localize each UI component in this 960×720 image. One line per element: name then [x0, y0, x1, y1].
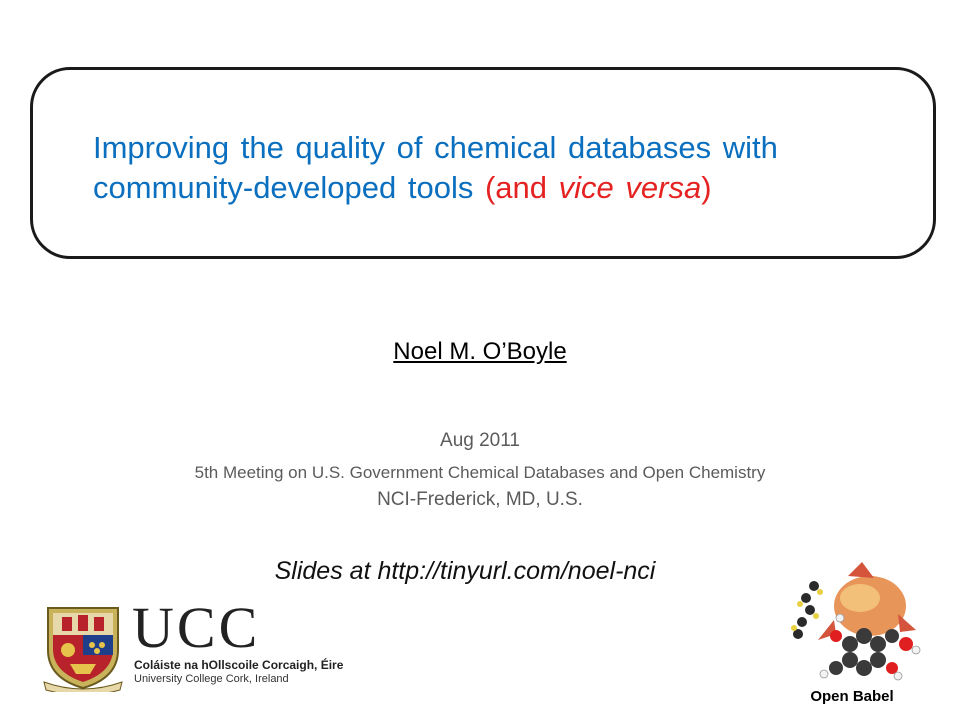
ucc-english-name: University College Cork, Ireland — [134, 673, 289, 685]
slides-link[interactable]: Slides at http://tinyurl.com/noel-nci — [274, 557, 656, 585]
title-paren-open: (and — [473, 170, 559, 205]
openbabel-caption: Open Babel — [810, 688, 894, 705]
presentation-date: Aug 2011 — [440, 430, 520, 451]
title-paren-italic: vice versa — [558, 170, 702, 205]
ucc-irish-name: Coláiste na hOllscoile Corcaigh, Éire — [134, 658, 344, 672]
openbabel-logo — [778, 558, 928, 708]
ucc-crest-icon — [40, 600, 126, 692]
openbabel-molecule-icon — [778, 558, 928, 688]
meeting-name: 5th Meeting on U.S. Government Chemical Databases and Open Chemistry — [194, 463, 766, 482]
author-name: Noel M. O’Boyle — [393, 338, 567, 365]
slide-title — [93, 128, 913, 208]
title-paren-close: ) — [701, 170, 712, 205]
title-box — [30, 67, 936, 259]
title-main: Improving the quality of chemical databases with community-developed tools — [93, 130, 778, 205]
venue: NCI-Frederick, MD, U.S. — [377, 489, 583, 510]
ucc-wordmark: UCC — [132, 595, 261, 660]
ucc-logo — [40, 595, 344, 692]
